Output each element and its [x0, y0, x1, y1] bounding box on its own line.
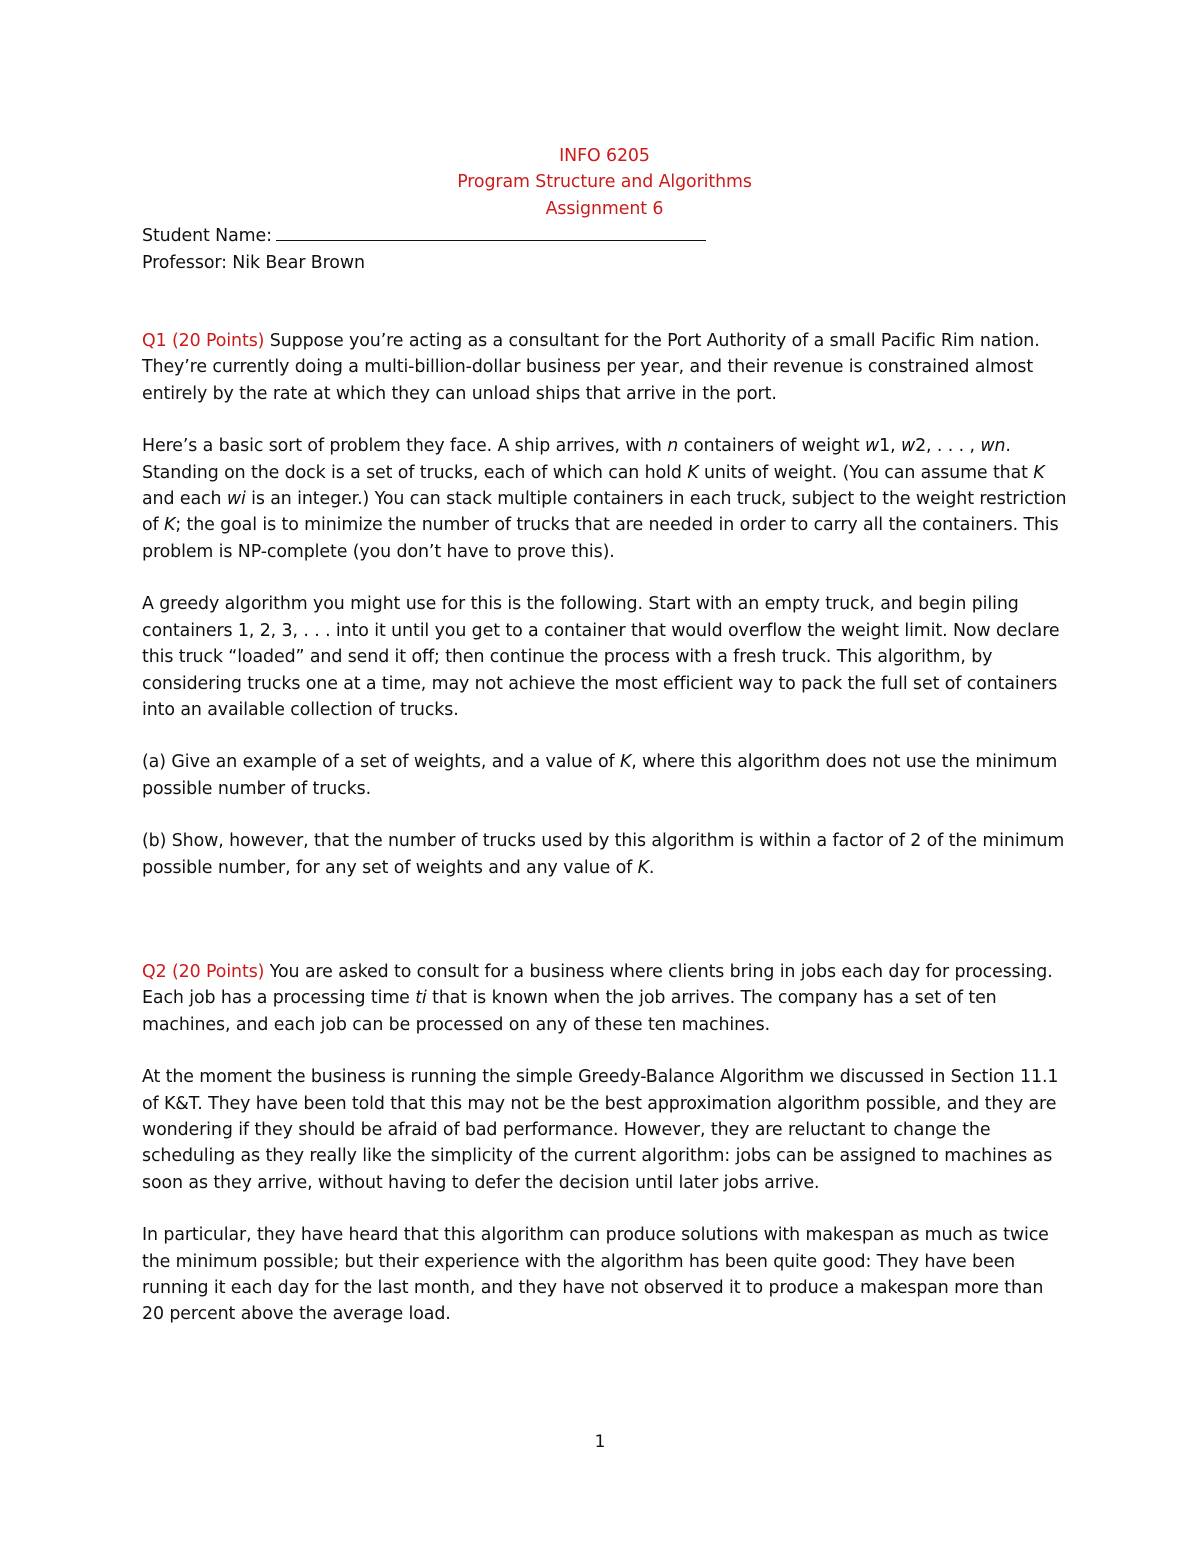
q1-problem-paragraph	[142, 433, 1067, 565]
professor-line: Professor: Nik Bear Brown	[142, 252, 365, 273]
q1-intro-text: Suppose you’re acting as a consultant for the Port Authority of a small Pacific Rim nation. They’re currently doing a multi-billion-dollar business per year, and their revenue is constrained almost entirely by the rate at which they can unload ships that arrive in the port.	[142, 331, 1040, 404]
q2-current-algorithm-paragraph: At the moment the business is running the simple Greedy-Balance Algorithm we discussed in Section 11.1 of K&T. They have been told that this may not be the best approximation algorithm possible, and they are wondering if they should be afraid of bad performance. However, they are reluctant to change the scheduling as they really like the simplicity of the current algorithm: jobs can be assigned to machines as soon as they arrive, without having to defer the decision until later jobs arrive.	[142, 1067, 1059, 1193]
math-var: n	[667, 436, 679, 457]
text-run: and each	[142, 489, 227, 510]
assignment-title: Assignment 6	[545, 198, 664, 219]
text-run: Here’s a basic sort of problem they face. A ship arrives, with	[142, 436, 668, 457]
q1-part-b	[142, 828, 1067, 881]
text-run: (b) Show, however, that the number of trucks used by this algorithm is within a factor of 2 of the minimum possible number, for any set of weights and any value of	[142, 831, 1065, 878]
spacer	[142, 276, 1067, 328]
math-var: K	[619, 752, 632, 773]
student-name-label: Student Name:	[142, 226, 272, 247]
text-run: ; the goal is to minimize the number of trucks that are needed in order to carry all the containers. This problem is NP-complete (you don’t have to prove this).	[142, 515, 1059, 562]
text-run: You are asked to consult for a business where clients bring in jobs each day for processing. Each job has a processing time	[142, 961, 1053, 1009]
math-var: ti	[415, 988, 427, 1009]
q1-greedy-paragraph: A greedy algorithm you might use for this is the following. Start with an empty truck, and begin piling containers 1, 2, 3, . . . into it until you get to a container that would overflow the weight limit. Now declare this truck “loaded” and send it off; then continue the process with a fresh truck. This algorithm, by considering trucks one at a time, may not achieve the most efficient way to pack the full set of containers into an available collection of trucks.	[142, 594, 1060, 720]
course-title: Program Structure and Algorithms	[457, 172, 752, 193]
text-run: , where this algorithm does not use the minimum possible number of trucks.	[142, 752, 1058, 799]
q2-intro-paragraph	[142, 959, 1067, 1038]
text-run: that is known when the job arrives. The company has a set of ten machines, and each job can be processed on any of these ten machines.	[142, 988, 997, 1035]
q1-part-a	[142, 749, 1067, 802]
q2-label: Q2 (20 Points)	[142, 961, 265, 982]
title-block	[142, 143, 1067, 222]
page-content	[142, 143, 1067, 1354]
student-name-blank	[276, 222, 706, 241]
meta-block	[142, 222, 1067, 276]
math-var: K	[687, 462, 699, 483]
text-run: . Standing on the dock is a set of trucks, each of which can hold	[142, 436, 1011, 483]
text-run: (a) Give an example of a set of weights, and a value of	[142, 752, 620, 773]
q1-label: Q1 (20 Points)	[142, 331, 265, 352]
text-run: containers of weight	[678, 436, 865, 457]
course-code: INFO 6205	[559, 146, 650, 166]
text-run: .	[648, 857, 655, 878]
math-var: w	[865, 436, 880, 457]
q2-experience-paragraph: In particular, they have heard that this algorithm can produce solutions with makespan as much as twice the minimum possible; but their experience with the algorithm has been quite good: They have been running it each day for the last month, and they have not observed it to produce a makespan more than 20 percent above the average load.	[142, 1225, 1049, 1325]
math-var: w	[900, 436, 916, 457]
text-run: is an integer.) You can stack multiple containers in each truck, subject to the weight restriction of	[142, 489, 1067, 536]
page-number: 1	[594, 1432, 606, 1452]
math-var: K	[164, 515, 176, 536]
q1-intro-paragraph	[142, 328, 1067, 407]
spacer	[142, 907, 1067, 959]
math-var: K	[637, 857, 649, 878]
text-run: 2, . . . ,	[915, 436, 981, 457]
student-name-line	[142, 222, 1067, 249]
math-var: wn	[980, 436, 1006, 457]
math-var: K	[1033, 462, 1045, 483]
math-var: wi	[226, 489, 246, 510]
text-run: 1,	[879, 436, 901, 457]
text-run: units of weight. (You can assume that	[698, 462, 1034, 483]
